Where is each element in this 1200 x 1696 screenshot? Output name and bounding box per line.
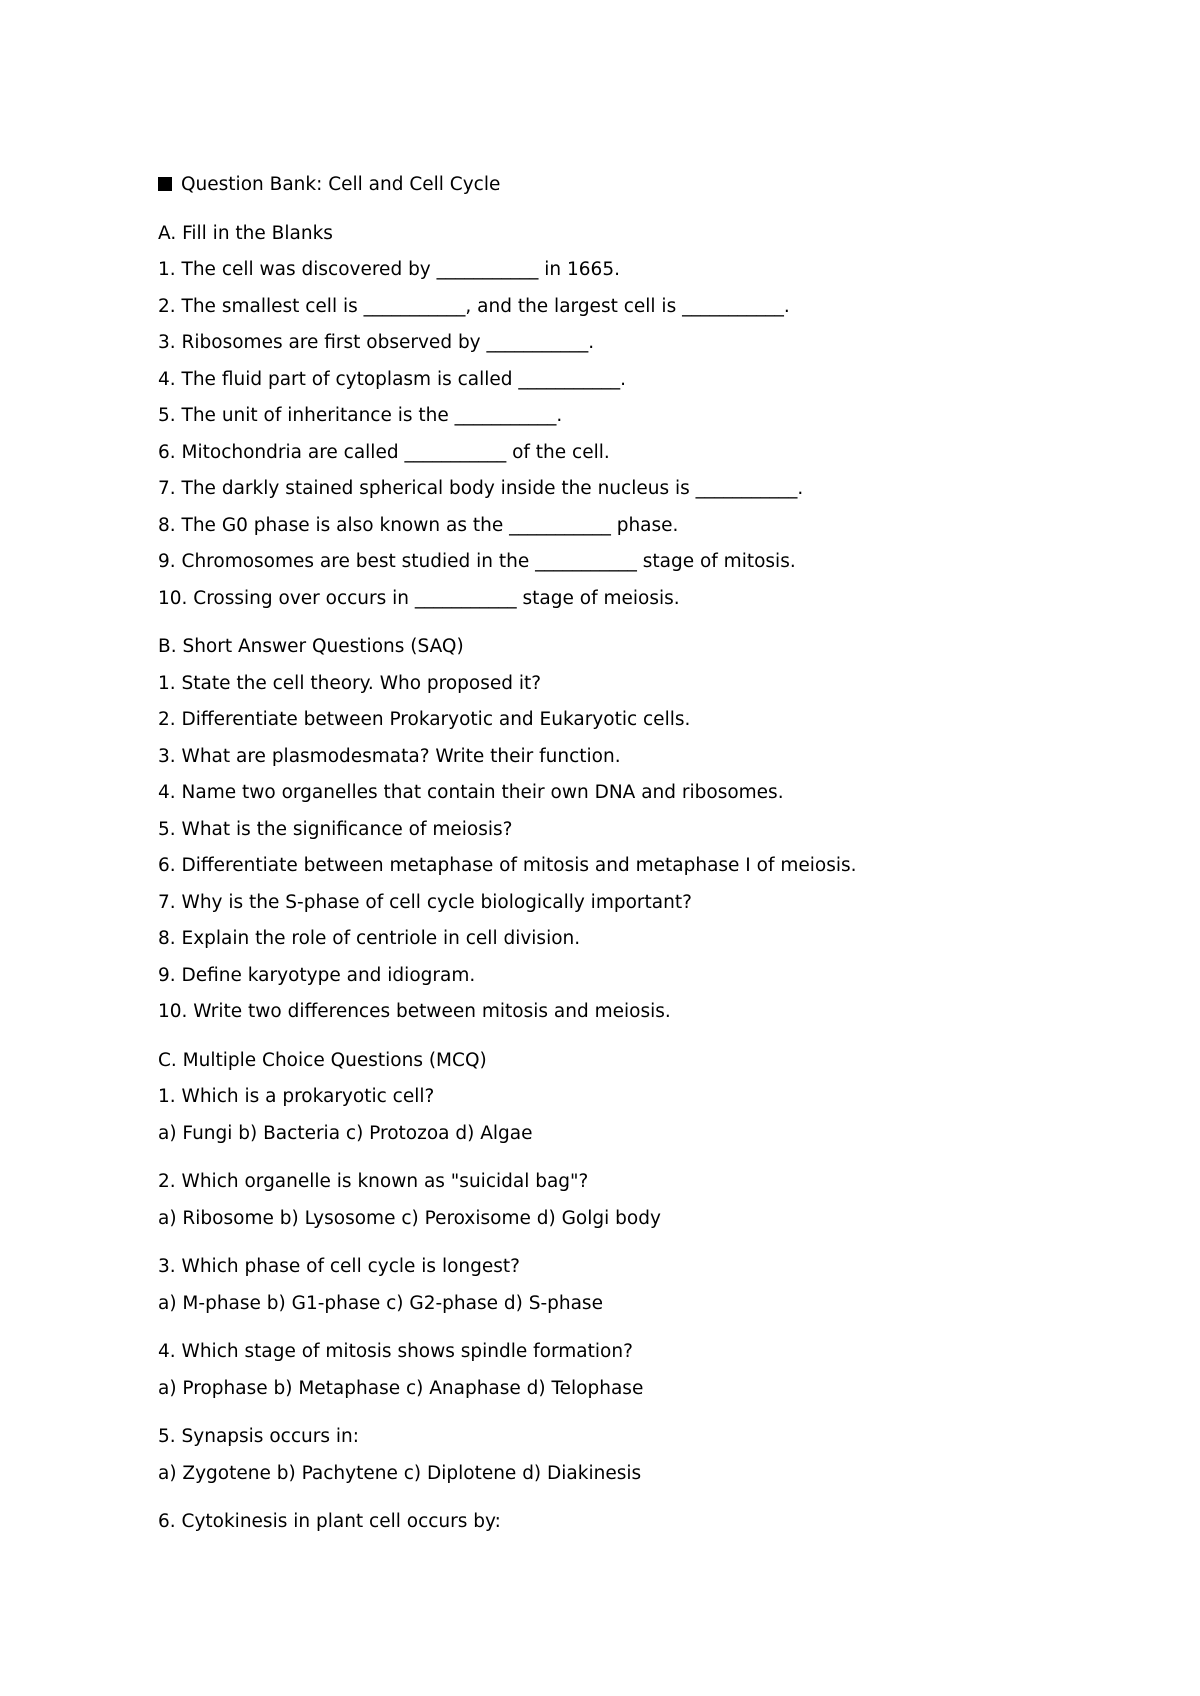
mcq-options: a) Fungi b) Bacteria c) Protozoa d) Algae xyxy=(158,1122,533,1144)
short-answer-question: 5. What is the significance of meiosis? xyxy=(158,818,513,840)
section-c-heading: C. Multiple Choice Questions (MCQ) xyxy=(158,1049,487,1071)
mcq-question: 3. Which phase of cell cycle is longest? xyxy=(158,1256,520,1277)
fill-blank-question: 1. The cell was discovered by ___________ in 1665. xyxy=(158,259,620,280)
fill-blank-question: 9. Chromosomes are best studied in the ___________ stage of mitosis. xyxy=(158,551,796,572)
fill-blank-question: 3. Ribosomes are first observed by ___________. xyxy=(158,332,595,353)
short-answer-question: 7. Why is the S-phase of cell cycle biologically important? xyxy=(158,891,692,913)
mcq-options: a) Ribosome b) Lysosome c) Peroxisome d) Golgi body xyxy=(158,1207,661,1229)
short-answer-question: 10. Write two differences between mitosis and meiosis. xyxy=(158,1001,671,1022)
short-answer-question: 6. Differentiate between metaphase of mitosis and metaphase I of meiosis. xyxy=(158,855,857,876)
short-answer-question: 2. Differentiate between Prokaryotic and Eukaryotic cells. xyxy=(158,709,691,730)
mcq-options: a) Prophase b) Metaphase c) Anaphase d) Telophase xyxy=(158,1377,644,1399)
fill-blank-question: 5. The unit of inheritance is the ___________. xyxy=(158,405,563,426)
short-answer-question: 4. Name two organelles that contain their own DNA and ribosomes. xyxy=(158,782,784,803)
short-answer-question: 1. State the cell theory. Who proposed it? xyxy=(158,672,542,694)
short-answer-question: 9. Define karyotype and idiogram. xyxy=(158,964,476,986)
mcq-question: 5. Synapsis occurs in: xyxy=(158,1426,359,1447)
mcq-options: a) M-phase b) G1-phase c) G2-phase d) S-phase xyxy=(158,1292,603,1314)
mcq-question: 4. Which stage of mitosis shows spindle formation? xyxy=(158,1341,633,1362)
mcq-question: 6. Cytokinesis in plant cell occurs by: xyxy=(158,1511,501,1532)
title-text: Question Bank: Cell and Cell Cycle xyxy=(181,174,501,195)
fill-blank-question: 8. The G0 phase is also known as the ___________ phase. xyxy=(158,514,679,536)
square-bullet-icon xyxy=(158,177,172,191)
fill-blank-question: 7. The darkly stained spherical body inside the nucleus is ___________. xyxy=(158,478,804,499)
section-a-heading: A. Fill in the Blanks xyxy=(158,222,333,244)
mcq-question: 1. Which is a prokaryotic cell? xyxy=(158,1086,435,1107)
document-content xyxy=(158,170,1138,1544)
fill-blank-question: 6. Mitochondria are called ___________ of the cell. xyxy=(158,441,610,463)
section-b-heading: B. Short Answer Questions (SAQ) xyxy=(158,636,464,657)
fill-blank-question: 2. The smallest cell is ___________, and the largest cell is ___________. xyxy=(158,295,790,317)
fill-blank-question: 4. The fluid part of cytoplasm is called ___________. xyxy=(158,368,627,390)
document-title xyxy=(158,170,1138,207)
short-answer-question: 3. What are plasmodesmata? Write their function. xyxy=(158,745,621,767)
fill-blank-question: 10. Crossing over occurs in ___________ stage of meiosis. xyxy=(158,587,680,609)
short-answer-question: 8. Explain the role of centriole in cell division. xyxy=(158,928,581,949)
mcq-options: a) Zygotene b) Pachytene c) Diplotene d) Diakinesis xyxy=(158,1462,642,1484)
mcq-question: 2. Which organelle is known as "suicidal bag"? xyxy=(158,1171,589,1192)
